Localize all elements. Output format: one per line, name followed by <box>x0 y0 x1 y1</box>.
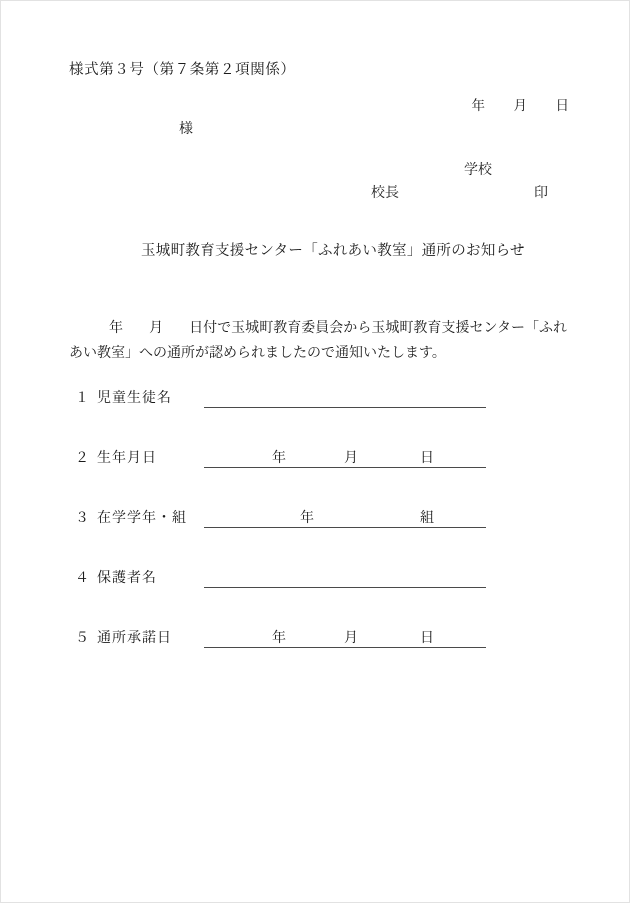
field-row <box>69 387 569 409</box>
field-row <box>69 447 569 469</box>
field-unit-day: 日 <box>420 631 434 646</box>
form-number: 様式第３号（第７条第２項関係） <box>69 62 296 78</box>
field-label: 在学学年・組 <box>97 511 187 526</box>
field-row <box>69 567 569 589</box>
body-date-month: 月 <box>149 321 164 336</box>
field-unit-year: 年 <box>272 631 286 646</box>
field-unit-year: 年 <box>272 451 286 466</box>
field-label: 通所承諾日 <box>97 631 172 646</box>
body-date-year: 年 <box>109 321 124 336</box>
field-label: 児童生徒名 <box>97 391 172 406</box>
field-number: ５ <box>75 631 89 646</box>
issuer-school: 学校 <box>464 163 492 178</box>
issuer-seal-mark: 印 <box>534 186 548 201</box>
body-paragraph <box>69 317 567 366</box>
addressee-honorific: 様 <box>179 122 193 137</box>
field-input-line[interactable] <box>204 567 486 588</box>
field-unit-class: 組 <box>420 511 434 526</box>
field-unit-day: 日 <box>420 451 434 466</box>
field-number: ４ <box>75 571 89 586</box>
field-label: 保護者名 <box>97 571 157 586</box>
field-input-line[interactable] <box>204 507 486 528</box>
issuer-principal: 校長 <box>371 186 399 201</box>
field-unit-month: 月 <box>344 451 358 466</box>
issue-date-year: 年 <box>471 97 486 113</box>
field-row <box>69 627 569 649</box>
page-title: 玉城町教育支援センター「ふれあい教室」通所のお知らせ <box>141 243 525 259</box>
field-unit-month: 月 <box>344 631 358 646</box>
issue-date-day: 日 <box>555 97 570 113</box>
field-input-line[interactable] <box>204 387 486 408</box>
issue-date-month: 月 <box>513 97 528 113</box>
field-number: ２ <box>75 451 89 466</box>
field-number: ３ <box>75 511 89 526</box>
field-input-line[interactable] <box>204 627 486 648</box>
body-text: 日付で玉城町教育委員会から玉城町教育支援センター「ふれあい教室」への通所が認められましたので通知いたします。 <box>69 321 568 361</box>
field-number: １ <box>75 391 89 406</box>
field-row <box>69 507 569 529</box>
field-unit-grade: 年 <box>300 511 314 526</box>
issue-date-line <box>456 85 570 126</box>
field-input-line[interactable] <box>204 447 486 468</box>
field-label: 生年月日 <box>97 451 157 466</box>
